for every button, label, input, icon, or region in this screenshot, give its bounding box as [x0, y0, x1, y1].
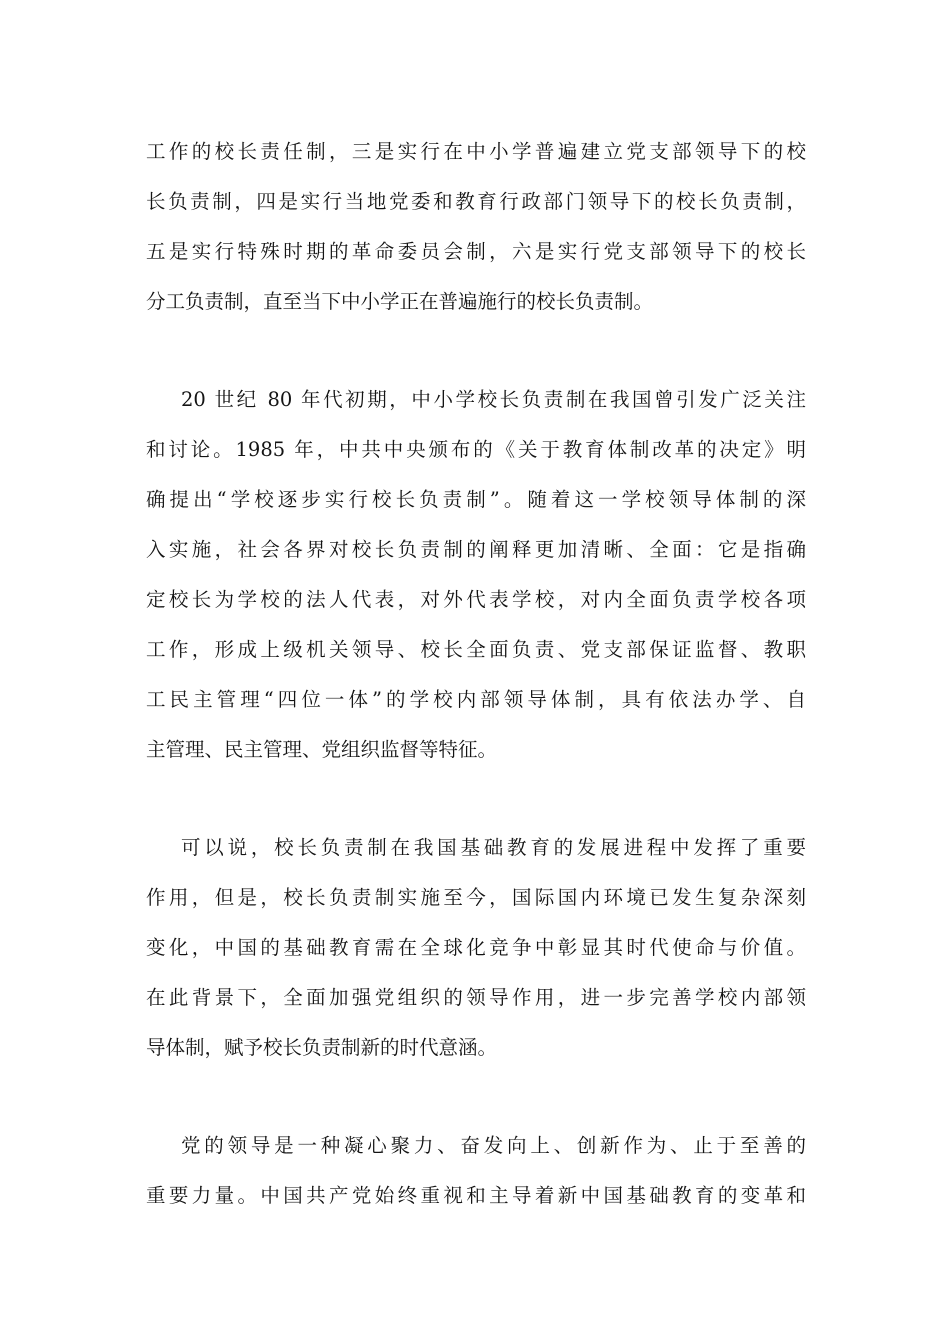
paragraph-3-line-2: 作用，但是，校长负责制实施至今，国际国内环境已发生复杂深刻 — [146, 886, 806, 909]
paragraph-3-line-5: 导体制，赋予校长负责制新的时代意涵。 — [146, 1036, 498, 1059]
paragraph-1-line-3: 五是实行特殊时期的革命委员会制，六是实行党支部领导下的校长 — [146, 240, 806, 263]
paragraph-3-line-4: 在此背景下，全面加强党组织的领导作用，进一步完善学校内部领 — [146, 986, 806, 1009]
paragraph-2-line-7: 工民主管理“四位一体”的学校内部领导体制，具有依法办学、自 — [146, 688, 806, 711]
paragraph-2-line-8: 主管理、民主管理、党组织监督等特征。 — [146, 738, 498, 761]
paragraph-2-line-2: 和讨论。1985 年，中共中央颁布的《关于教育体制改革的决定》明 — [146, 438, 806, 461]
paragraph-4-line-2: 重要力量。中国共产党始终重视和主导着新中国基础教育的变革和 — [146, 1184, 806, 1207]
paragraph-4-line-1: 党的领导是一种凝心聚力、奋发向上、创新作为、止于至善的 — [181, 1134, 806, 1157]
paragraph-1-line-2: 长负责制，四是实行当地党委和教育行政部门领导下的校长负责制， — [146, 190, 806, 213]
paragraph-2-line-6: 工作，形成上级机关领导、校长全面负责、党支部保证监督、教职 — [146, 638, 806, 661]
paragraph-2-line-1: 20 世纪 80 年代初期，中小学校长负责制在我国曾引发广泛关注 — [181, 388, 806, 411]
paragraph-1-line-1: 工作的校长责任制，三是实行在中小学普遍建立党支部领导下的校 — [146, 140, 806, 163]
paragraph-2-line-5: 定校长为学校的法人代表，对外代表学校，对内全面负责学校各项 — [146, 588, 806, 611]
paragraph-2-line-4: 入实施，社会各界对校长负责制的阐释更加清晰、全面：它是指确 — [146, 538, 806, 561]
paragraph-3-line-1: 可以说，校长负责制在我国基础教育的发展进程中发挥了重要 — [181, 836, 806, 859]
paragraph-3-line-3: 变化，中国的基础教育需在全球化竞争中彰显其时代使命与价值。 — [146, 936, 806, 959]
paragraph-1-line-4: 分工负责制，直至当下中小学正在普遍施行的校长负责制。 — [146, 290, 654, 313]
paragraph-2-line-3: 确提出“学校逐步实行校长负责制”。随着这一学校领导体制的深 — [146, 488, 806, 511]
